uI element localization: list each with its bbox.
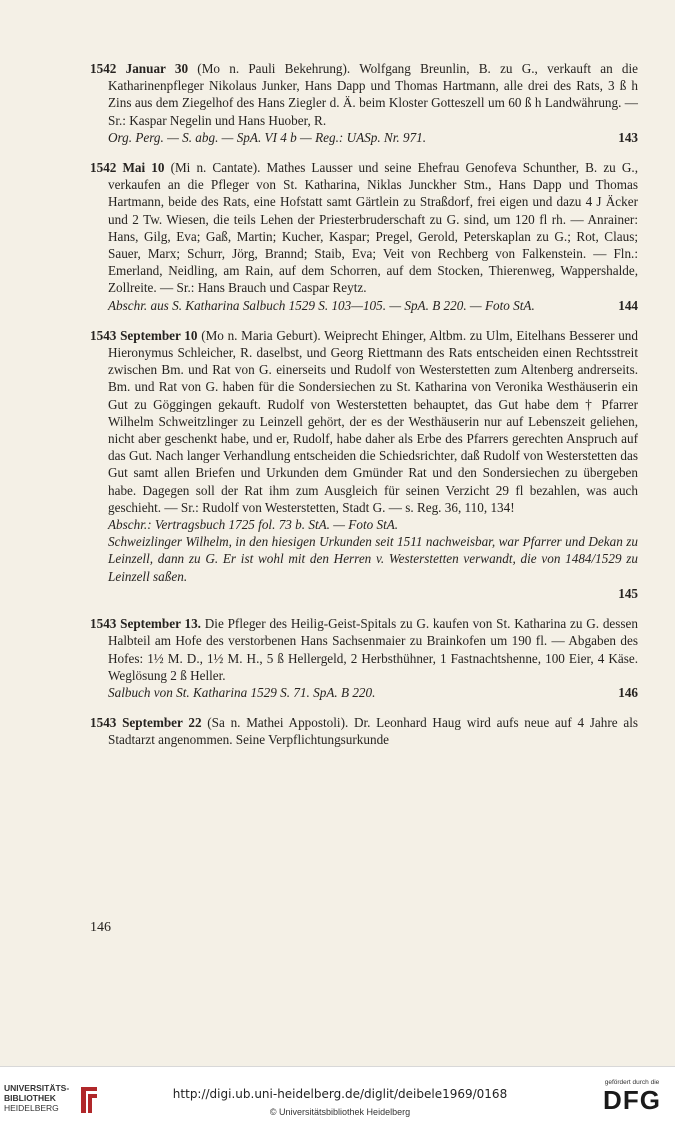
entry-source: 146 Salbuch von St. Katharina 1529 S. 71. SpA. B 220. bbox=[108, 684, 638, 700]
entry-heading: 1543 September 10 bbox=[90, 327, 198, 343]
entry-heading: 1542 Januar 30 bbox=[90, 61, 189, 76]
entry-source: Abschr.: Vertragsbuch 1725 fol. 73 b. StA. — Foto StA. bbox=[108, 517, 399, 533]
library-logo[interactable] bbox=[4, 1083, 104, 1119]
dfg-wordmark: DFG bbox=[603, 1085, 661, 1115]
entry-source: 144 Abschr. aus S. Katharina Salbuch 1529 S. 103—105. — SpA. B 220. — Foto StA. bbox=[108, 297, 638, 313]
entry-body: Die Pfleger des Heilig-Geist-Spitals zu G. kaufen von St. Katharina zu G. dessen Halbteil am Hofe des verstorbenen Hans Sachsenmaier zu Brainkofen um 190 fl. — Abgaben des Hofes: 1½ M. D., 1½ M. H., 5 ß Hellergeld, 2 Herbsthühner, 1 Fastnachtshenne, 100 Eier, 4 Käse. Weglösung 2 ß Heller. bbox=[108, 616, 638, 683]
entry-number: 146 bbox=[618, 684, 638, 700]
library-name-line2: BIBLIOTHEK bbox=[4, 1093, 56, 1103]
library-name-line3: HEIDELBERG bbox=[4, 1103, 59, 1113]
entry-number: 144 bbox=[618, 297, 638, 313]
entry-body: (Mo n. Maria Geburt). Weiprecht Ehinger, Altbm. zu Ulm, Eitelhans Besserer und Hieronymus Schleicher, R. daselbst, und Georg Riettmann des Rats entscheiden einen Rechtsstreit zwischen Bm. und Rat von G. einerseits und Rudolf von Westerstetten zum Altenberg andrerseits. Bm. und Rat von G. haben für die Sondersiechen zu St. Katharina von Veronika Westhäuserin ein Gut zu Göggingen gekauft. Rudolf von Westerstetten behauptet, das Gut habe dem † Pfarrer Wilhelm Schweitzlinger zu Leinzell gehört, der es der Westhäuserin nur auf Lebenszeit geliehen, nicht aber geschenkt habe, und er, Rudolf, habe daher als Erbe des Pfarrers gerechten Anspruch auf das Gut. Nach langer Verhandlung entscheiden die Schiedsrichter, daß Rudolf von Westerstetten das Gut samt allen Briefen und Urkunden dem Gmünder Rat und den Sondersiechen zu übergeben habe. Dagegen soll der Rat ihm zum Ausgleich für seinen Verzicht 29 fl bezahlen, was auch geschieht. — Sr.: Rudolf von Westerstetten, Stadt G. — s. Reg. 36, 110, 134! bbox=[108, 327, 638, 515]
entry-145 bbox=[90, 327, 638, 602]
dfg-logo[interactable] bbox=[594, 1079, 670, 1114]
entry-body: (Sa n. Mathei Appostoli). Dr. Leonhard Haug wird aufs neue auf 4 Jahre als Stadtarzt angenommen. Seine Verpflichtungsurkunde bbox=[108, 715, 638, 748]
entry-144 bbox=[90, 159, 638, 314]
entry-heading: 1543 September 22 bbox=[90, 715, 202, 731]
entry-number: 145 bbox=[618, 585, 638, 601]
entry-147 bbox=[90, 714, 638, 748]
entry-note: Schweizlinger Wilhelm, in den hiesigen Urkunden seit 1511 nachweisbar, war Pfarrer und Dekan zu Leinzell, dann zu G. Er ist wohl mit den Herren v. Westerstetten verwandt, die von 1484/1529 zu Leinzell saßen. bbox=[108, 534, 638, 584]
viewer-footer bbox=[0, 1066, 675, 1125]
copyright-notice: © Universitätsbibliothek Heidelberg bbox=[269, 1107, 411, 1117]
entry-heading: 1543 September 13. bbox=[90, 616, 201, 632]
library-emblem-icon bbox=[78, 1085, 100, 1115]
library-name-line1: UNIVERSITÄTS- bbox=[4, 1083, 70, 1093]
entry-body: (Mo n. Pauli Bekehrung). Wolfgang Breunlin, B. zu G., verkauft an die Katharinenpfleger Nikolaus Junker, Hans Dapp und Thomas Hartmann, alle drei des Rats, 3 ß h Zins aus dem Ziegelhof des Hans Ziegler d. Ä. beim Kloster Gotteszell um 60 ß h Landwährung. — Sr.: Kaspar Negelin und Hans Huober, R. bbox=[108, 61, 638, 128]
entry-body: (Mi n. Cantate). Mathes Lausser und seine Ehefrau Genofeva Schunther, B. zu G., verkaufen an die Pfleger von St. Katharina, Niklas Junckher Stm., Hans Dapp und Thomas Hartmann, beide des Rats, eine Hofstatt samt Gärtlein zu Straßdorf, frei eigen und dazu 4 J Äcker und 2 Tw. Wiesen, die teils Lehen der Priesterbruderschaft zu G. sind, um 120 fl rh. — Anrainer: Hans, Gilg, Eva; Gaß, Martin; Kucher, Kaspar; Pregel, Gerold, Peterskaplan zu G.; Rot, Claus; Sauer, Marx; Schurr, Jörg, Brannd; Staib, Eva; Veit von Rechberg von Falkenstein. — Fln.: Emerland, Neidling, am Rain, auf dem Schorren, auf dem Stocken, Thierenweg, Wappershalde, Zollreite. — Sr.: Hans Brauch und Caspar Reytz. bbox=[108, 160, 638, 296]
entry-143 bbox=[90, 60, 638, 146]
entry-source: 143 Org. Perg. — S. abg. — SpA. VI 4 b — Reg.: UASp. Nr. 971. bbox=[108, 129, 638, 145]
document-text bbox=[90, 60, 638, 762]
funded-by-label: gefördert durch die bbox=[604, 1079, 660, 1086]
page-number: 146 bbox=[90, 920, 111, 935]
entry-146 bbox=[90, 615, 638, 701]
permalink-url[interactable]: http://digi.ub.uni-heidelberg.de/diglit/deibele1969/0168 bbox=[172, 1087, 508, 1101]
entry-heading: 1542 Mai 10 bbox=[90, 160, 165, 176]
entry-number: 143 bbox=[618, 129, 638, 145]
